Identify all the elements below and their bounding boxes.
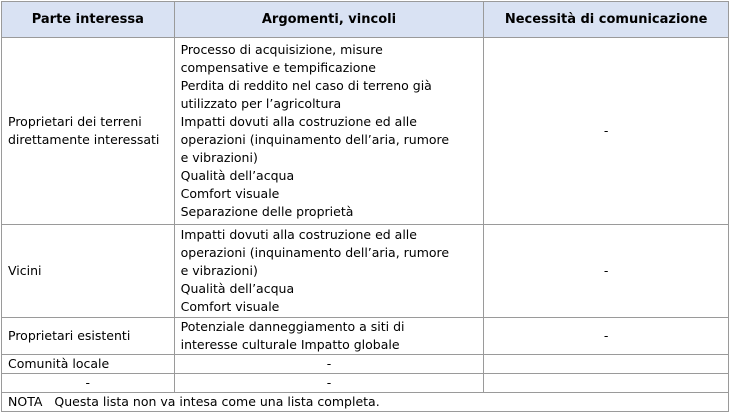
party-cell: [2, 318, 175, 355]
topics-cell: -: [174, 374, 484, 393]
table-row: [2, 355, 729, 374]
note-label: NOTA: [8, 394, 43, 409]
header-communication: Necessità di comunicazione: [484, 2, 729, 38]
topic-line: compensative e tempificazione: [180, 60, 377, 75]
topic-line: operazioni (inquinamento dell’aria, rumore: [180, 132, 450, 147]
header-party: Parte interessa: [2, 2, 175, 38]
party-cell: [2, 355, 175, 374]
party-text: direttamente interessati: [8, 132, 160, 147]
topics-cell: [174, 38, 484, 225]
header-topics: Argomenti, vincoli: [174, 2, 484, 38]
party-text: Vicini: [8, 263, 42, 278]
party-text: Comunità locale: [8, 356, 110, 371]
party-cell: -: [2, 374, 175, 393]
table-row: [2, 225, 729, 318]
table-row: [2, 374, 729, 393]
table-row: [2, 38, 729, 225]
party-text: Proprietari esistenti: [8, 328, 131, 343]
topic-line: Qualità dell’acqua: [180, 281, 295, 296]
communication-cell: -: [484, 38, 729, 225]
note-text: Questa lista non va intesa come una lista completa.: [54, 394, 380, 409]
note-cell: [2, 393, 729, 412]
topic-line: e vibrazioni): [180, 150, 258, 165]
topics-cell: [174, 318, 484, 355]
party-cell: [2, 225, 175, 318]
party-cell: [2, 38, 175, 225]
party-text: Proprietari dei terreni: [8, 114, 142, 129]
topic-line: Processo di acquisizione, misure: [180, 42, 383, 57]
header-row: [2, 2, 729, 38]
communication-cell: -: [484, 318, 729, 355]
note-row: [2, 393, 729, 412]
topic-line: Comfort visuale: [180, 186, 280, 201]
topic-line: Impatti dovuti alla costruzione ed alle: [180, 227, 417, 242]
communication-cell: [484, 355, 729, 374]
topic-line: utilizzato per l’agricoltura: [180, 96, 342, 111]
topic-line: Comfort visuale: [180, 299, 280, 314]
communication-cell: [484, 374, 729, 393]
topic-line: Perdita di reddito nel caso di terreno già: [180, 78, 432, 93]
topic-line: Separazione delle proprietà: [180, 204, 354, 219]
communication-cell: -: [484, 225, 729, 318]
topic-line: Potenziale danneggiamento a siti di: [180, 319, 405, 334]
topic-line: Impatti dovuti alla costruzione ed alle: [180, 114, 417, 129]
topics-cell: -: [174, 355, 484, 374]
topic-line: operazioni (inquinamento dell’aria, rumore: [180, 245, 450, 260]
table-row: [2, 318, 729, 355]
stakeholder-table: [1, 1, 729, 412]
topic-line: e vibrazioni): [180, 263, 258, 278]
topic-line: interesse culturale Impatto globale: [180, 337, 400, 352]
topic-line: Qualità dell’acqua: [180, 168, 295, 183]
topics-cell: [174, 225, 484, 318]
